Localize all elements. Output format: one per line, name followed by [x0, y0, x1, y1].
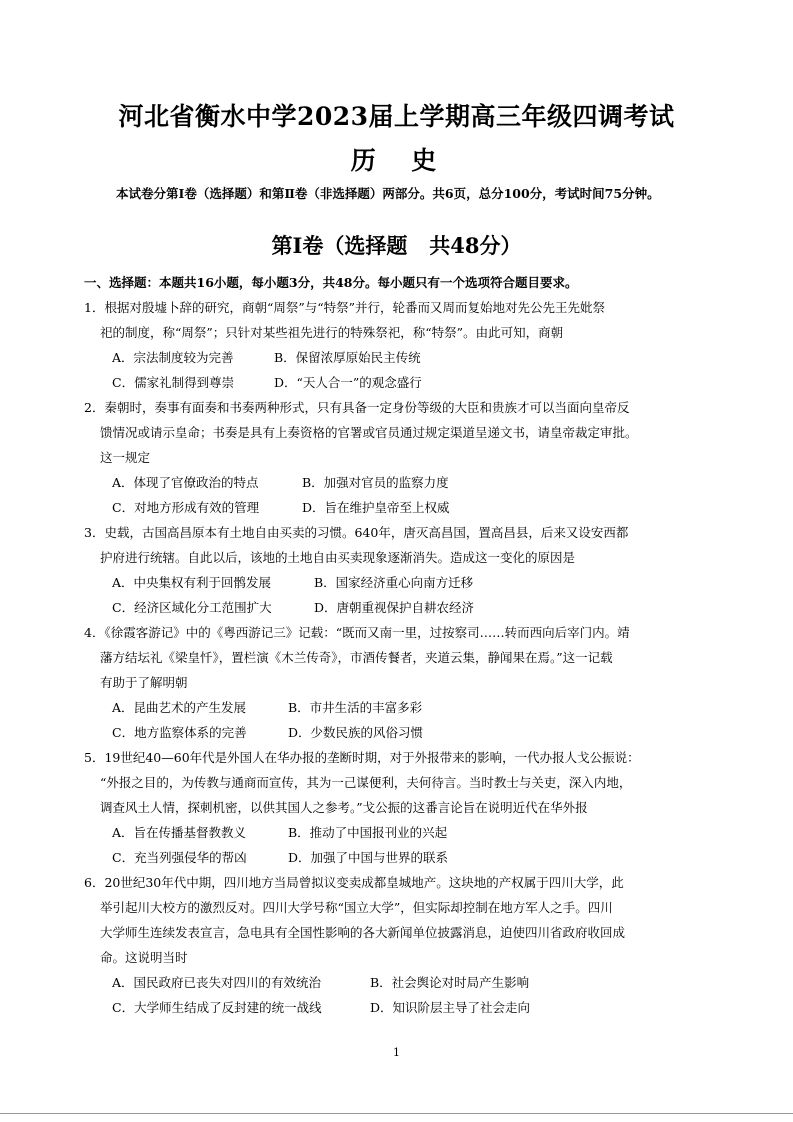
section-instruction: 一、选择题：本题共16小题，每小题3分，共48分。每小题只有一个选项符合题目要求。: [84, 275, 578, 290]
exam-intro: 本试卷分第Ⅰ卷（选择题）和第Ⅱ卷（非选择题）两部分。共6页，总分100分，考试时间75分钟。: [116, 186, 660, 201]
question-4-options-row-2: [112, 723, 712, 741]
question-1-line-1: 1．根据对殷墟卜辞的研究，商朝“周祭”与“特祭”并行，轮番而又周而复始地对先公先王先妣祭: [84, 300, 606, 315]
question-4-option-a[interactable]: A．昆曲艺术的产生发展: [112, 700, 247, 715]
question-3-option-b[interactable]: B．国家经济重心向南方迁移: [314, 575, 474, 590]
subject-title: 历 史: [350, 146, 443, 175]
question-5-line-2: “外报之目的，为传教与通商而宣传，其为一己谋便利，夫何待言。当时教士与关吏，深入内地，: [100, 775, 632, 790]
question-5-line-3: 调查风土人情，探刺机密，以供其国人之参考。”戈公振的这番言论旨在说明近代在华外报: [100, 800, 588, 815]
question-5-options-row-1: [112, 823, 712, 841]
question-1-options-row-1: [112, 348, 712, 366]
question-4-line-2: 藩方结坛礼《梁皇忏》，置栏演《木兰传奇》，市酒传餐者，夹道云集，静闻果在焉。”这一记载: [100, 650, 613, 665]
question-3-line-2: 护府进行统辖。自此以后，该地的土地自由买卖现象逐渐消失。造成这一变化的原因是: [100, 550, 576, 565]
question-1-option-c[interactable]: C．儒家礼制得到尊崇: [112, 375, 235, 390]
question-5-option-d[interactable]: D．加强了中国与世界的联系: [288, 850, 449, 865]
question-1-option-a[interactable]: A．宗法制度较为完善: [112, 350, 234, 365]
question-2-options-row-1: [112, 473, 712, 491]
question-2-options-row-2: [112, 498, 712, 516]
question-1-options-row-2: [112, 373, 712, 391]
question-6-option-c[interactable]: C．大学师生结成了反封建的统一战线: [112, 1000, 322, 1015]
question-6-options-row-1: [112, 973, 712, 991]
question-5-option-b[interactable]: B．推动了中国报刊业的兴起: [288, 825, 448, 840]
exam-title: 河北省衡水中学2023届上学期高三年级四调考试: [118, 102, 675, 131]
question-3-option-d[interactable]: D．唐朝重视保护自耕农经济: [314, 600, 475, 615]
question-4-option-d[interactable]: D．少数民族的风俗习惯: [288, 725, 424, 740]
question-1-option-b[interactable]: B．保留浓厚原始民主传统: [274, 350, 421, 365]
question-3-option-c[interactable]: C．经济区域化分工范围扩大: [112, 600, 272, 615]
question-2-line-1: 2．秦朝时，奏事有面奏和书奏两种形式，只有具备一定身份等级的大臣和贵族才可以当面向皇帝反: [84, 400, 630, 415]
question-6-line-2: 举引起川大校方的激烈反对。四川大学号称“国立大学”，但实际却控制在地方军人之手。四川: [100, 900, 613, 915]
question-3-line-1: 3．史载，古国高昌原本有土地自由买卖的习惯。640年，唐灭高昌国，置高昌县，后来又设安西都: [84, 525, 629, 540]
question-4-options-row-1: [112, 698, 712, 716]
question-6-line-3: 大学师生连续发表宣言，急电具有全国性影响的各大新闻单位披露消息，迫使四川省政府收回成: [100, 925, 626, 940]
question-3-options-row-1: [112, 573, 712, 591]
question-6-line-4: 命。这说明当时: [100, 950, 188, 965]
question-4-option-b[interactable]: B．市井生活的丰富多彩: [288, 700, 423, 715]
question-1-option-d[interactable]: D．“天人合一”的观念盛行: [274, 375, 422, 390]
question-2-option-c[interactable]: C．对地方形成有效的管理: [112, 500, 260, 515]
question-2-line-2: 馈情况或请示皇命；书奏是具有上奏资格的官署或官员通过规定渠道呈递文书，请皇帝裁定审批。: [100, 425, 638, 440]
page-bottom-border: [0, 1113, 793, 1114]
question-2-line-3: 这一规定: [100, 450, 151, 465]
question-5-option-c[interactable]: C．充当列强侵华的帮凶: [112, 850, 247, 865]
section-title: 第Ⅰ卷（选择题 共48分）: [271, 233, 522, 258]
question-6-options-row-2: [112, 998, 712, 1016]
question-3-options-row-2: [112, 598, 712, 616]
question-5-option-a[interactable]: A．旨在传播基督教教义: [112, 825, 247, 840]
question-5-line-1: 5．19世纪40—60年代是外国人在华办报的垄断时期，对于外报带来的影响，一代办报人戈公振说：: [84, 750, 640, 765]
question-1-line-2: 祀的制度，称“周祭”；只针对某些祖先进行的特殊祭祀，称“特祭”。由此可知，商朝: [100, 325, 564, 340]
question-2-option-b[interactable]: B．加强对官员的监察力度: [302, 475, 449, 490]
question-4-line-3: 有助于了解明朝: [100, 675, 188, 690]
question-3-option-a[interactable]: A．中央集权有利于回鹘发展: [112, 575, 272, 590]
question-6-option-a[interactable]: A．国民政府已丧失对四川的有效统治: [112, 975, 322, 990]
question-2-option-a[interactable]: A．体现了官僚政治的特点: [112, 475, 259, 490]
question-4-line-1: 4．《徐霞客游记》中的《粤西游记三》记载：“既而又南一里，过按察司……转而西向后宰门内。靖: [84, 625, 630, 640]
question-2-option-d[interactable]: D．旨在维护皇帝至上权威: [302, 500, 450, 515]
question-6-option-d[interactable]: D．知识阶层主导了社会走向: [370, 1000, 531, 1015]
question-6-line-1: 6．20世纪30年代中期，四川地方当局曾拟议变卖成都皇城地产。这块地的产权属于四川大学，此: [84, 875, 624, 890]
question-5-options-row-2: [112, 848, 712, 866]
page-number: 1: [393, 1046, 400, 1059]
question-4-option-c[interactable]: C．地方监察体系的完善: [112, 725, 247, 740]
question-6-option-b[interactable]: B．社会舆论对时局产生影响: [370, 975, 530, 990]
